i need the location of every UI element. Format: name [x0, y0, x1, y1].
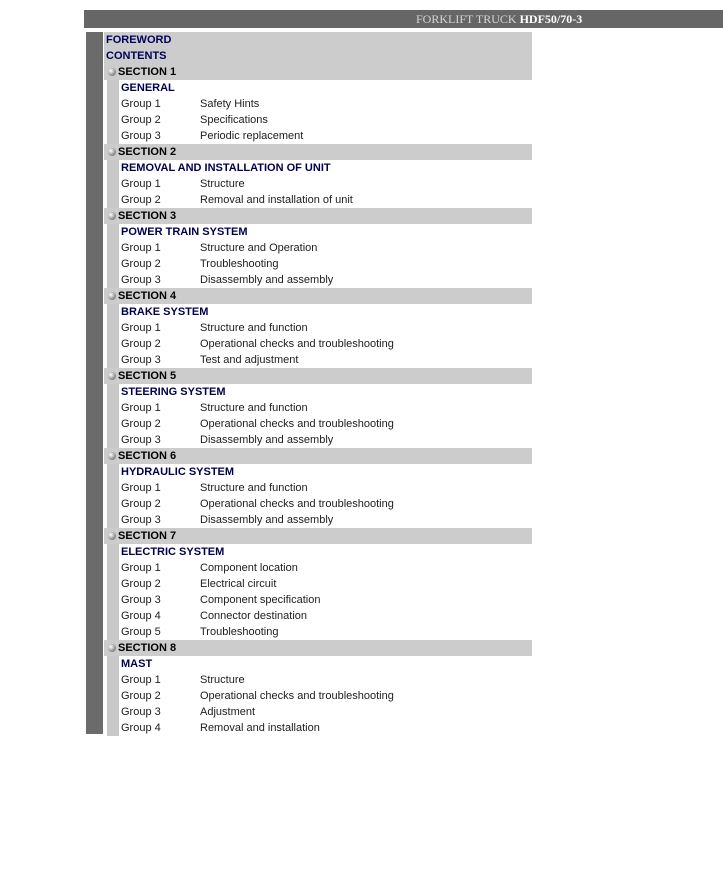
section-header-4[interactable] — [104, 288, 532, 304]
group-link[interactable] — [107, 400, 532, 416]
group-name: Operational checks and troubleshooting — [200, 418, 394, 430]
group-name: Periodic replacement — [200, 130, 304, 142]
group-link[interactable] — [107, 336, 532, 352]
section-bullet-icon — [108, 68, 116, 76]
group-link[interactable] — [107, 560, 532, 576]
group-link[interactable] — [107, 496, 532, 512]
group-name: Test and adjustment — [200, 354, 299, 366]
group-number: Group 3 — [121, 706, 161, 718]
group-name: Component location — [200, 562, 298, 574]
group-number: Group 3 — [121, 434, 161, 446]
section-bullet-icon — [108, 292, 116, 300]
contents-link[interactable]: CONTENTS — [104, 48, 532, 64]
section-header-6[interactable] — [104, 448, 532, 464]
section-label: SECTION 1 — [118, 66, 177, 78]
group-name: Operational checks and troubleshooting — [200, 338, 394, 350]
group-number: Group 3 — [121, 514, 161, 526]
group-name: Connector destination — [200, 610, 308, 622]
group-number: Group 2 — [121, 194, 161, 206]
section-header-7[interactable] — [104, 528, 532, 544]
section-header-2[interactable] — [104, 144, 532, 160]
section-bullet-icon — [108, 372, 116, 380]
section-label: SECTION 4 — [118, 290, 177, 302]
group-name: Electrical circuit — [200, 578, 277, 590]
group-number: Group 2 — [121, 338, 161, 350]
group-number: Group 2 — [121, 578, 161, 590]
section-label: SECTION 7 — [118, 530, 177, 542]
group-link[interactable] — [107, 512, 532, 528]
group-number: Group 2 — [121, 690, 161, 702]
group-name: Adjustment — [200, 706, 256, 718]
group-link[interactable] — [107, 176, 532, 192]
model-number: HDF50/70-3 — [519, 12, 583, 26]
section-title-5[interactable]: STEERING SYSTEM — [107, 384, 532, 400]
group-link[interactable] — [107, 320, 532, 336]
group-name: Structure — [200, 178, 245, 190]
group-number: Group 2 — [121, 498, 161, 510]
group-name: Structure and function — [200, 482, 308, 494]
group-name: Structure and function — [200, 322, 308, 334]
group-name: Safety Hints — [200, 98, 260, 110]
group-number: Group 3 — [121, 274, 161, 286]
group-number: Group 1 — [121, 322, 161, 334]
foreword-link[interactable]: FOREWORD — [104, 32, 532, 48]
group-link[interactable] — [107, 576, 532, 592]
group-link[interactable] — [107, 592, 532, 608]
group-number: Group 1 — [121, 562, 161, 574]
group-name: Disassembly and assembly — [200, 274, 334, 286]
group-number: Group 3 — [121, 130, 161, 142]
group-link[interactable] — [107, 608, 532, 624]
group-link[interactable] — [107, 688, 532, 704]
section-bullet-icon — [108, 532, 116, 540]
section-title-8[interactable]: MAST — [107, 656, 532, 672]
group-name: Troubleshooting — [200, 626, 279, 638]
group-link[interactable] — [107, 720, 532, 736]
document-title — [416, 12, 582, 27]
group-name: Disassembly and assembly — [200, 514, 334, 526]
section-title-3[interactable]: POWER TRAIN SYSTEM — [107, 224, 532, 240]
group-name: Troubleshooting — [200, 258, 279, 270]
group-number: Group 5 — [121, 626, 161, 638]
group-number: Group 1 — [121, 242, 161, 254]
group-name: Removal and installation of unit — [200, 194, 353, 206]
group-link[interactable] — [107, 480, 532, 496]
section-label: SECTION 2 — [118, 146, 177, 158]
section-label: SECTION 5 — [118, 370, 177, 382]
group-name: Structure and Operation — [200, 242, 318, 254]
group-link[interactable] — [107, 240, 532, 256]
section-title-7[interactable]: ELECTRIC SYSTEM — [107, 544, 532, 560]
top-header-bar — [84, 10, 723, 28]
group-link[interactable] — [107, 128, 532, 144]
section-label: SECTION 6 — [118, 450, 177, 462]
group-link[interactable] — [107, 352, 532, 368]
section-bullet-icon — [108, 452, 116, 460]
group-link[interactable] — [107, 112, 532, 128]
group-link[interactable] — [107, 672, 532, 688]
left-sidebar-bar — [86, 32, 103, 734]
section-title-4[interactable]: BRAKE SYSTEM — [107, 304, 532, 320]
section-header-1[interactable] — [104, 64, 532, 80]
section-title-1[interactable]: GENERAL — [107, 80, 532, 96]
group-name: Operational checks and troubleshooting — [200, 690, 394, 702]
group-number: Group 1 — [121, 402, 161, 414]
group-number: Group 3 — [121, 354, 161, 366]
group-number: Group 3 — [121, 594, 161, 606]
group-number: Group 1 — [121, 674, 161, 686]
group-link[interactable] — [107, 192, 532, 208]
section-header-5[interactable] — [104, 368, 532, 384]
group-number: Group 2 — [121, 114, 161, 126]
group-link[interactable] — [107, 704, 532, 720]
group-name: Disassembly and assembly — [200, 434, 334, 446]
section-header-3[interactable] — [104, 208, 532, 224]
group-name: Removal and installation — [200, 722, 320, 734]
group-number: Group 2 — [121, 418, 161, 430]
section-bullet-icon — [108, 644, 116, 652]
section-label: SECTION 3 — [118, 210, 177, 222]
group-number: Group 1 — [121, 178, 161, 190]
group-name: Component specification — [200, 594, 321, 606]
group-name: Structure — [200, 674, 245, 686]
group-name: Structure and function — [200, 402, 308, 414]
title-prefix: FORKLIFT TRUCK — [416, 12, 517, 26]
group-number: Group 2 — [121, 258, 161, 270]
group-link[interactable] — [107, 256, 532, 272]
group-number: Group 4 — [121, 722, 161, 734]
section-title-6[interactable]: HYDRAULIC SYSTEM — [107, 464, 532, 480]
section-bullet-icon — [108, 212, 116, 220]
group-number: Group 1 — [121, 482, 161, 494]
group-link[interactable] — [107, 96, 532, 112]
group-link[interactable] — [107, 432, 532, 448]
group-link[interactable] — [107, 624, 532, 640]
table-of-contents — [104, 32, 532, 736]
group-name: Operational checks and troubleshooting — [200, 498, 394, 510]
section-label: SECTION 8 — [118, 642, 177, 654]
group-name: Specifications — [200, 114, 268, 126]
group-link[interactable] — [107, 416, 532, 432]
group-number: Group 4 — [121, 610, 161, 622]
group-link[interactable] — [107, 272, 532, 288]
section-header-8[interactable] — [104, 640, 532, 656]
section-title-2[interactable]: REMOVAL AND INSTALLATION OF UNIT — [107, 160, 532, 176]
section-bullet-icon — [108, 148, 116, 156]
group-number: Group 1 — [121, 98, 161, 110]
